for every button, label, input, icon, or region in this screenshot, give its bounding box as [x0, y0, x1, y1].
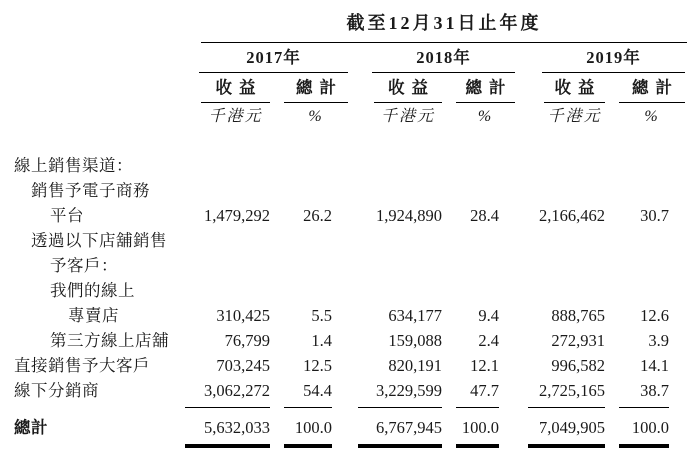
double-rule — [358, 444, 442, 448]
platforms-2018-pct: 28.4 — [470, 206, 499, 225]
double-rule — [185, 444, 270, 448]
direct-2018-revenue: 820,191 — [388, 356, 442, 375]
year-header-2017: 2017年 — [199, 43, 348, 73]
unit-hkd-thousand-2018: 千港元 — [380, 108, 435, 125]
table-row — [0, 253, 689, 278]
revenue-header-2018: 收益 — [374, 73, 442, 103]
unit-percent-2019: % — [644, 108, 660, 125]
total-header-2017: 總計 — [284, 73, 348, 103]
double-rule-row — [0, 440, 689, 448]
table-row — [0, 278, 689, 303]
row-label-platforms: 平台 — [50, 206, 84, 225]
direct-2017-revenue: 703,245 — [216, 356, 270, 375]
table-row — [0, 353, 689, 378]
total-2019-revenue: 7,049,905 — [539, 417, 605, 437]
thirdparty-2019-revenue: 272,931 — [551, 331, 605, 350]
flagship-2019-revenue: 888,765 — [551, 306, 605, 325]
table-row — [0, 328, 689, 353]
row-label-online-sales-channels: 線上銷售渠道： — [14, 156, 133, 175]
platforms-2019-revenue: 2,166,462 — [539, 206, 605, 225]
total-2018-revenue: 6,767,945 — [376, 417, 442, 437]
year-header-2018: 2018年 — [372, 43, 515, 73]
total-header-2019: 總計 — [619, 73, 685, 103]
table-row — [0, 228, 689, 253]
column-header-row — [0, 73, 689, 103]
row-label-sales-through-stores: 透過以下店舖銷售 — [31, 231, 167, 250]
year-header-row — [0, 43, 689, 73]
year-header-2019: 2019年 — [542, 43, 685, 73]
table-row — [0, 153, 689, 178]
units-row — [0, 103, 689, 153]
revenue-header-2019: 收益 — [544, 73, 605, 103]
total-2017-revenue: 5,632,033 — [204, 417, 270, 437]
table-row — [0, 178, 689, 203]
flagship-2017-revenue: 310,425 — [216, 306, 270, 325]
flagship-2017-pct: 5.5 — [311, 306, 332, 325]
revenue-header-2017: 收益 — [201, 73, 270, 103]
direct-2018-pct: 12.1 — [470, 356, 499, 375]
total-header-2018: 總計 — [456, 73, 515, 103]
double-rule — [456, 444, 499, 448]
row-label-to-customers: 予客戶： — [50, 256, 118, 275]
unit-percent-2018: % — [477, 108, 494, 125]
table-row — [0, 303, 689, 328]
platforms-2017-revenue: 1,479,292 — [204, 206, 270, 225]
platforms-2017-pct: 26.2 — [303, 206, 332, 225]
platforms-2018-revenue: 1,924,890 — [376, 206, 442, 225]
offline-2019-revenue: 2,725,165 — [528, 378, 605, 408]
offline-2019-pct: 38.7 — [619, 378, 669, 408]
double-rule — [528, 444, 605, 448]
thirdparty-2017-pct: 1.4 — [311, 331, 332, 350]
unit-percent-2017: % — [308, 108, 324, 125]
row-label-our-online: 我們的線上 — [50, 281, 135, 300]
thirdparty-2019-pct: 3.9 — [648, 331, 669, 350]
flagship-2018-revenue: 634,177 — [388, 306, 442, 325]
offline-2018-revenue: 3,229,599 — [358, 378, 442, 408]
table-row — [0, 203, 689, 228]
row-label-third-party-online-stores: 第三方線上店舖 — [50, 331, 169, 350]
title-row — [0, 0, 689, 43]
unit-hkd-thousand-2019: 千港元 — [547, 108, 602, 125]
table-title: 截至12月31日止年度 — [201, 12, 687, 43]
double-rule — [619, 444, 669, 448]
total-2019-pct: 100.0 — [631, 417, 669, 437]
unit-hkd-thousand-2017: 千港元 — [208, 108, 263, 125]
table-row — [0, 378, 689, 409]
flagship-2019-pct: 12.6 — [640, 306, 669, 325]
direct-2019-pct: 14.1 — [640, 356, 669, 375]
offline-2018-pct: 47.7 — [456, 378, 499, 408]
offline-2017-pct: 54.4 — [284, 378, 332, 408]
total-2018-pct: 100.0 — [461, 417, 499, 437]
platforms-2019-pct: 30.7 — [640, 206, 669, 225]
row-label-direct-sales-to-large-customers: 直接銷售予大客戶 — [14, 356, 150, 375]
row-label-offline-distributors: 線下分銷商 — [14, 381, 99, 400]
row-label-flagship-stores: 專賣店 — [68, 306, 119, 325]
flagship-2018-pct: 9.4 — [478, 306, 499, 325]
direct-2017-pct: 12.5 — [303, 356, 332, 375]
row-label-total: 總計 — [14, 417, 48, 437]
row-label-sales-to-ecommerce: 銷售予電子商務 — [31, 181, 150, 200]
table-row — [0, 409, 689, 440]
double-rule — [284, 444, 332, 448]
offline-2017-revenue: 3,062,272 — [185, 378, 270, 408]
thirdparty-2018-pct: 2.4 — [478, 331, 499, 350]
direct-2019-revenue: 996,582 — [551, 356, 605, 375]
thirdparty-2018-revenue: 159,088 — [388, 331, 442, 350]
thirdparty-2017-revenue: 76,799 — [224, 331, 270, 350]
total-2017-pct: 100.0 — [294, 417, 332, 437]
